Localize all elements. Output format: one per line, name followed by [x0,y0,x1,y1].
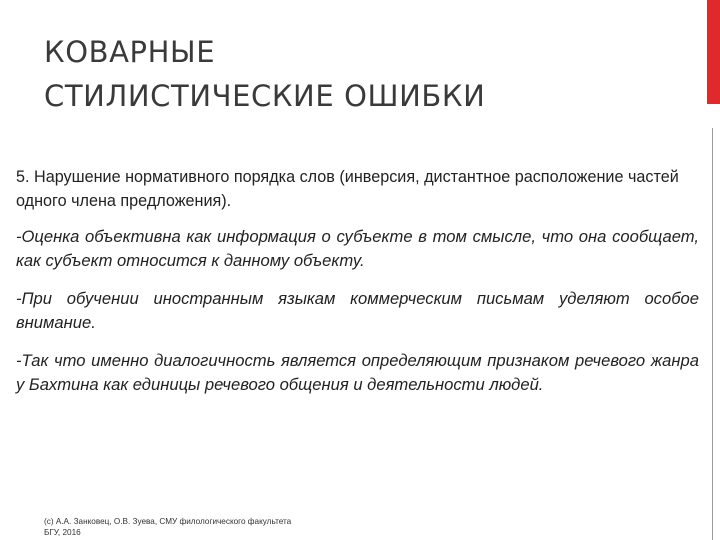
slide-title-line-1: КОВАРНЫЕ [44,35,216,69]
divider-line [712,128,713,540]
example-2: -При обучении иностранным языкам коммерческим письмам уделяют особое внимание. [16,289,699,332]
example-3: -Так что именно диалогичность является определяющим признаком речевого жанра у Бахтина как единицы речевого общения и деятельности людей. [16,351,699,394]
accent-bar [707,0,720,104]
slide-title-line-2: СТИЛИСТИЧЕСКИЕ ОШИБКИ [44,79,486,113]
slide-body [16,165,699,397]
example-1: -Оценка объективна как информация о субъекте в том смысле, что она сообщает, как субъект относится к данному объекту. [16,227,699,270]
point-heading: 5. Нарушение нормативного порядка слов (инверсия, дистантное расположение частей одного члена предложения). [16,168,679,210]
slide-title [44,30,694,118]
footer-copyright: (с) А.А. Занковец, О.В. Зуева, СМУ филологического факультета БГУ, 2016 [44,517,292,537]
